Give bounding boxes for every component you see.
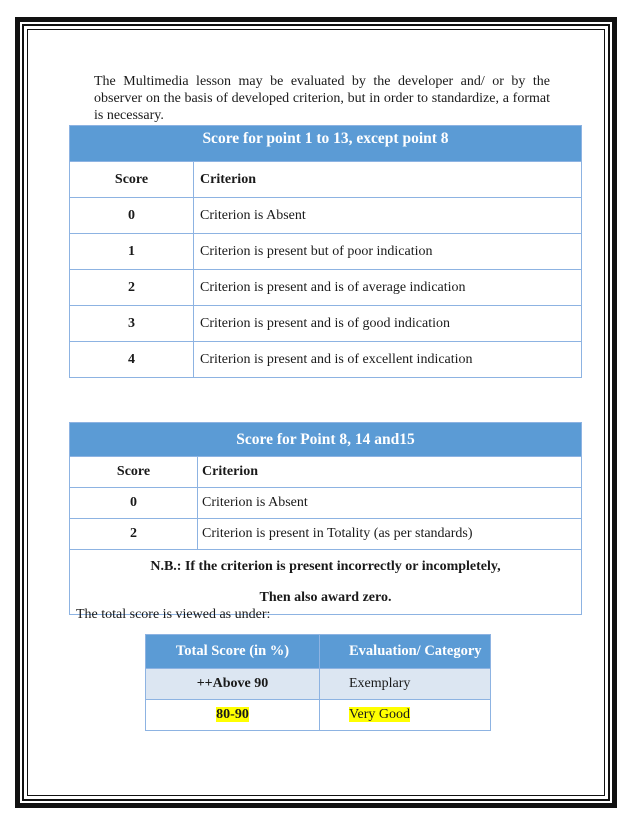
column-header-criterion: Criterion <box>194 162 582 198</box>
column-header-score: Score <box>70 162 194 198</box>
criterion-cell: Criterion is present but of poor indication <box>194 234 582 270</box>
criterion-cell: Criterion is present and is of good indication <box>194 306 582 342</box>
table-row <box>146 669 491 700</box>
table-row <box>70 488 582 519</box>
score-table-points-8-14-15 <box>69 422 582 615</box>
score-cell: 0 <box>70 488 198 519</box>
table-row <box>70 270 582 306</box>
score-range-cell: 80-90 <box>216 707 249 722</box>
criterion-cell: Criterion is present and is of average indication <box>194 270 582 306</box>
criterion-cell: Criterion is Absent <box>194 198 582 234</box>
score-cell: 1 <box>70 234 194 270</box>
score-cell: 3 <box>70 306 194 342</box>
score-table-points-1-13 <box>69 125 582 378</box>
table-row <box>70 519 582 550</box>
note-line-2: Then also award zero. <box>259 590 392 605</box>
table-row <box>70 342 582 378</box>
table-row <box>70 306 582 342</box>
total-score-table <box>145 634 491 731</box>
category-cell: Very Good <box>349 707 411 722</box>
score-range-cell: ++Above 90 <box>146 669 320 700</box>
intro-paragraph: The Multimedia lesson may be evaluated by the developer and/ or by the observer on the basis of developed criterion, but in order to standardize, a format is necessary. <box>94 74 550 123</box>
table-row <box>146 700 491 731</box>
note-line-1: N.B.: If the criterion is present incorrectly or incompletely, <box>150 559 501 574</box>
column-header-score: Score <box>70 457 198 488</box>
table-title: Score for Point 8, 14 and15 <box>70 423 582 457</box>
column-header-criterion: Criterion <box>198 457 582 488</box>
table-row <box>70 198 582 234</box>
score-cell: 2 <box>70 270 194 306</box>
score-cell: 0 <box>70 198 194 234</box>
criterion-cell: Criterion is present in Totality (as per standards) <box>198 519 582 550</box>
column-header-total-score: Total Score (in %) <box>146 635 320 669</box>
category-cell: Exemplary <box>320 669 491 700</box>
score-cell: 2 <box>70 519 198 550</box>
column-header-evaluation: Evaluation/ Category <box>320 635 491 669</box>
criterion-cell: Criterion is present and is of excellent indication <box>194 342 582 378</box>
criterion-cell: Criterion is Absent <box>198 488 582 519</box>
table-row <box>70 234 582 270</box>
table-title: Score for point 1 to 13, except point 8 <box>70 126 582 162</box>
score-cell: 4 <box>70 342 194 378</box>
outro-text: The total score is viewed as under: <box>76 607 271 622</box>
note-cell <box>70 550 582 615</box>
